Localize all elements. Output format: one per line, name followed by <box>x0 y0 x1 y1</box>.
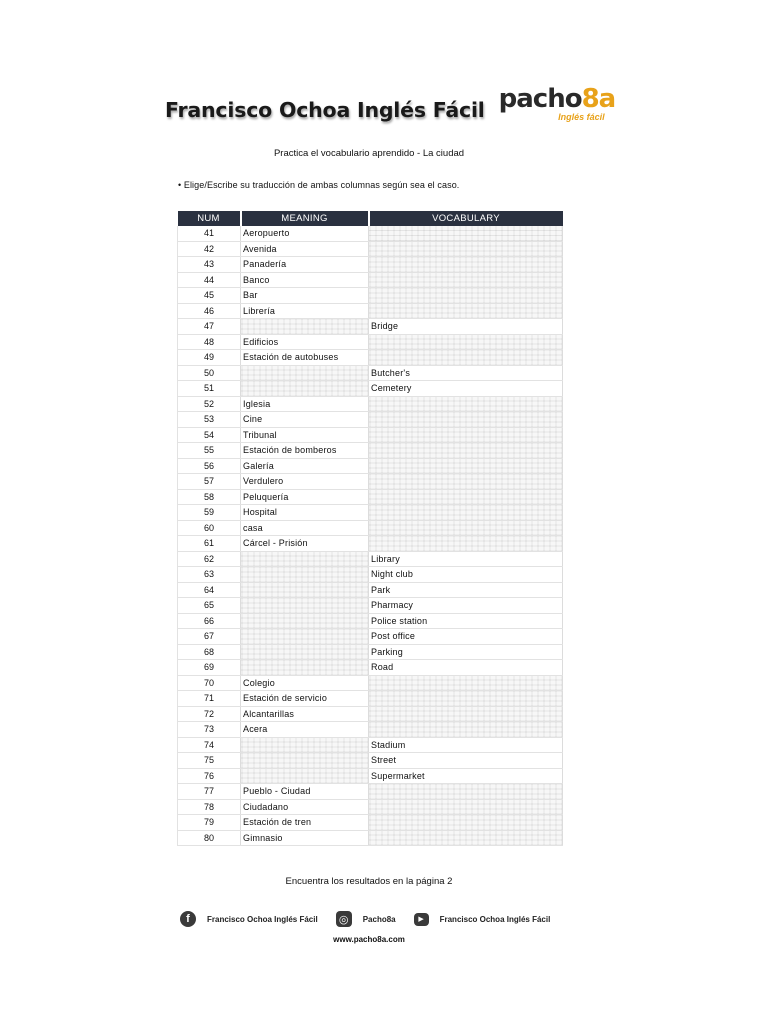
vocabulary-answer-cell[interactable] <box>369 784 563 800</box>
meaning-cell: Gimnasio <box>241 830 369 846</box>
meaning-answer-cell[interactable] <box>241 644 369 660</box>
row-number: 54 <box>178 427 241 443</box>
vocabulary-answer-cell[interactable] <box>369 489 563 505</box>
vocabulary-cell: Night club <box>369 567 563 583</box>
vocabulary-cell: Police station <box>369 613 563 629</box>
meaning-cell: Galería <box>241 458 369 474</box>
row-number: 70 <box>178 675 241 691</box>
meaning-cell: Ciudadano <box>241 799 369 815</box>
table-row <box>178 319 563 335</box>
instruction-text: • Elige/Escribe su traducción de ambas columnas según sea el caso. <box>178 180 460 190</box>
meaning-answer-cell[interactable] <box>241 567 369 583</box>
row-number: 50 <box>178 365 241 381</box>
vocabulary-answer-cell[interactable] <box>369 257 563 273</box>
table-row <box>178 722 563 738</box>
meaning-answer-cell[interactable] <box>241 381 369 397</box>
meaning-cell: Aeropuerto <box>241 226 369 241</box>
meaning-answer-cell[interactable] <box>241 613 369 629</box>
table-row <box>178 505 563 521</box>
meaning-cell: Avenida <box>241 241 369 257</box>
vocabulary-answer-cell[interactable] <box>369 412 563 428</box>
logo-main: pacho <box>498 84 582 114</box>
table-row <box>178 257 563 273</box>
facebook-label: Francisco Ochoa Inglés Fácil <box>207 914 318 924</box>
table-row <box>178 830 563 846</box>
vocabulary-cell: Cemetery <box>369 381 563 397</box>
table-row <box>178 474 563 490</box>
meaning-cell: Banco <box>241 272 369 288</box>
vocabulary-cell: Supermarket <box>369 768 563 784</box>
meaning-cell: Bar <box>241 288 369 304</box>
meaning-answer-cell[interactable] <box>241 768 369 784</box>
table-row <box>178 629 563 645</box>
row-number: 80 <box>178 830 241 846</box>
row-number: 72 <box>178 706 241 722</box>
row-number: 53 <box>178 412 241 428</box>
vocabulary-answer-cell[interactable] <box>369 396 563 412</box>
website-link[interactable]: www.pacho8a.com <box>333 935 405 944</box>
table-row <box>178 691 563 707</box>
table-row <box>178 520 563 536</box>
vocabulary-answer-cell[interactable] <box>369 675 563 691</box>
instagram-label: Pacho8a <box>362 914 396 924</box>
meaning-cell: Librería <box>241 303 369 319</box>
row-number: 61 <box>178 536 241 552</box>
table-row <box>178 396 563 412</box>
meaning-answer-cell[interactable] <box>241 598 369 614</box>
meaning-cell: Estación de tren <box>241 815 369 831</box>
meaning-cell: Colegio <box>241 675 369 691</box>
vocabulary-answer-cell[interactable] <box>369 350 563 366</box>
meaning-answer-cell[interactable] <box>241 582 369 598</box>
vocabulary-table <box>177 211 563 846</box>
table-row <box>178 567 563 583</box>
meaning-cell: Peluquería <box>241 489 369 505</box>
row-number: 42 <box>178 241 241 257</box>
column-header-num: NUM <box>178 211 241 226</box>
meaning-answer-cell[interactable] <box>241 737 369 753</box>
row-number: 64 <box>178 582 241 598</box>
results-note: Encuentra los resultados en la página 2 <box>285 876 453 887</box>
row-number: 75 <box>178 753 241 769</box>
instagram-icon: ◎ <box>336 911 352 927</box>
row-number: 66 <box>178 613 241 629</box>
meaning-cell: Cárcel - Prisión <box>241 536 369 552</box>
row-number: 68 <box>178 644 241 660</box>
table-header-row <box>178 211 563 226</box>
row-number: 77 <box>178 784 241 800</box>
row-number: 41 <box>178 226 241 241</box>
header <box>165 84 616 122</box>
row-number: 78 <box>178 799 241 815</box>
meaning-cell: Verdulero <box>241 474 369 490</box>
logo-accent: 8a <box>581 84 616 114</box>
table-row <box>178 443 563 459</box>
row-number: 59 <box>178 505 241 521</box>
pacho8a-logo <box>498 84 616 122</box>
vocabulary-answer-cell[interactable] <box>369 427 563 443</box>
vocabulary-answer-cell[interactable] <box>369 799 563 815</box>
table-row <box>178 334 563 350</box>
vocabulary-answer-cell[interactable] <box>369 334 563 350</box>
vocabulary-answer-cell[interactable] <box>369 706 563 722</box>
table-row <box>178 660 563 676</box>
meaning-cell: Hospital <box>241 505 369 521</box>
meaning-cell: Edificios <box>241 334 369 350</box>
row-number: 67 <box>178 629 241 645</box>
meaning-answer-cell[interactable] <box>241 660 369 676</box>
row-number: 58 <box>178 489 241 505</box>
table-row <box>178 381 563 397</box>
table-row <box>178 303 563 319</box>
vocabulary-cell: Road <box>369 660 563 676</box>
vocabulary-answer-cell[interactable] <box>369 288 563 304</box>
table-row <box>178 613 563 629</box>
meaning-cell: Cine <box>241 412 369 428</box>
meaning-answer-cell[interactable] <box>241 365 369 381</box>
row-number: 45 <box>178 288 241 304</box>
vocabulary-answer-cell[interactable] <box>369 458 563 474</box>
vocabulary-answer-cell[interactable] <box>369 536 563 552</box>
vocabulary-cell: Park <box>369 582 563 598</box>
table-row <box>178 815 563 831</box>
vocabulary-answer-cell[interactable] <box>369 272 563 288</box>
logo-word <box>499 84 616 114</box>
row-number: 44 <box>178 272 241 288</box>
footer-social <box>180 911 568 927</box>
table-row <box>178 551 563 567</box>
row-number: 69 <box>178 660 241 676</box>
table-row <box>178 644 563 660</box>
meaning-cell: Estación de servicio <box>241 691 369 707</box>
vocabulary-cell: Library <box>369 551 563 567</box>
table-row <box>178 582 563 598</box>
meaning-answer-cell[interactable] <box>241 753 369 769</box>
row-number: 43 <box>178 257 241 273</box>
row-number: 46 <box>178 303 241 319</box>
row-number: 56 <box>178 458 241 474</box>
vocabulary-answer-cell[interactable] <box>369 505 563 521</box>
row-number: 79 <box>178 815 241 831</box>
row-number: 60 <box>178 520 241 536</box>
table-row <box>178 489 563 505</box>
vocabulary-answer-cell[interactable] <box>369 520 563 536</box>
meaning-answer-cell[interactable] <box>241 319 369 335</box>
vocabulary-answer-cell[interactable] <box>369 443 563 459</box>
meaning-answer-cell[interactable] <box>241 629 369 645</box>
row-number: 55 <box>178 443 241 459</box>
table-row <box>178 427 563 443</box>
row-number: 52 <box>178 396 241 412</box>
table-row <box>178 272 563 288</box>
vocabulary-answer-cell[interactable] <box>369 303 563 319</box>
table-row <box>178 412 563 428</box>
meaning-cell: Iglesia <box>241 396 369 412</box>
row-number: 49 <box>178 350 241 366</box>
row-number: 47 <box>178 319 241 335</box>
meaning-cell: Estación de bomberos <box>241 443 369 459</box>
column-header-vocabulary: VOCABULARY <box>369 211 563 226</box>
meaning-cell: casa <box>241 520 369 536</box>
vocabulary-cell: Butcher's <box>369 365 563 381</box>
footer-instagram[interactable] <box>336 911 396 927</box>
table-row <box>178 768 563 784</box>
footer-facebook[interactable] <box>180 911 318 927</box>
vocabulary-cell: Stadium <box>369 737 563 753</box>
table-body <box>178 226 563 846</box>
meaning-cell: Pueblo - Ciudad <box>241 784 369 800</box>
brand-name: Francisco Ochoa Inglés Fácil <box>165 98 485 122</box>
meaning-cell: Acera <box>241 722 369 738</box>
logo-subtitle: Inglés fácil <box>558 112 605 122</box>
meaning-cell: Estación de autobuses <box>241 350 369 366</box>
table-row <box>178 706 563 722</box>
vocabulary-answer-cell[interactable] <box>369 474 563 490</box>
table-row <box>178 784 563 800</box>
row-number: 74 <box>178 737 241 753</box>
table-row <box>178 458 563 474</box>
facebook-icon: f <box>180 911 196 927</box>
footer-youtube[interactable] <box>414 913 551 926</box>
meaning-answer-cell[interactable] <box>241 551 369 567</box>
vocabulary-answer-cell[interactable] <box>369 226 563 241</box>
youtube-label: Francisco Ochoa Inglés Fácil <box>439 914 551 924</box>
row-number: 63 <box>178 567 241 583</box>
vocabulary-answer-cell[interactable] <box>369 722 563 738</box>
meaning-cell: Panadería <box>241 257 369 273</box>
table-row <box>178 598 563 614</box>
table-row <box>178 241 563 257</box>
youtube-icon: ▶ <box>414 913 429 926</box>
table-row <box>178 799 563 815</box>
vocabulary-cell: Parking <box>369 644 563 660</box>
row-number: 51 <box>178 381 241 397</box>
table-row <box>178 226 563 241</box>
vocabulary-cell: Street <box>369 753 563 769</box>
vocabulary-answer-cell[interactable] <box>369 830 563 846</box>
vocabulary-cell: Bridge <box>369 319 563 335</box>
row-number: 76 <box>178 768 241 784</box>
row-number: 57 <box>178 474 241 490</box>
row-number: 65 <box>178 598 241 614</box>
row-number: 48 <box>178 334 241 350</box>
table-row <box>178 675 563 691</box>
meaning-cell: Alcantarillas <box>241 706 369 722</box>
vocabulary-answer-cell[interactable] <box>369 241 563 257</box>
vocabulary-cell: Post office <box>369 629 563 645</box>
table-row <box>178 536 563 552</box>
page-subtitle: Practica el vocabulario aprendido - La ciudad <box>273 148 465 159</box>
column-header-meaning: MEANING <box>241 211 369 226</box>
table-row <box>178 753 563 769</box>
table-row <box>178 737 563 753</box>
vocabulary-answer-cell[interactable] <box>369 691 563 707</box>
table-row <box>178 350 563 366</box>
row-number: 71 <box>178 691 241 707</box>
vocabulary-answer-cell[interactable] <box>369 815 563 831</box>
meaning-cell: Tribunal <box>241 427 369 443</box>
vocabulary-cell: Pharmacy <box>369 598 563 614</box>
table-row <box>178 288 563 304</box>
row-number: 73 <box>178 722 241 738</box>
row-number: 62 <box>178 551 241 567</box>
table-row <box>178 365 563 381</box>
